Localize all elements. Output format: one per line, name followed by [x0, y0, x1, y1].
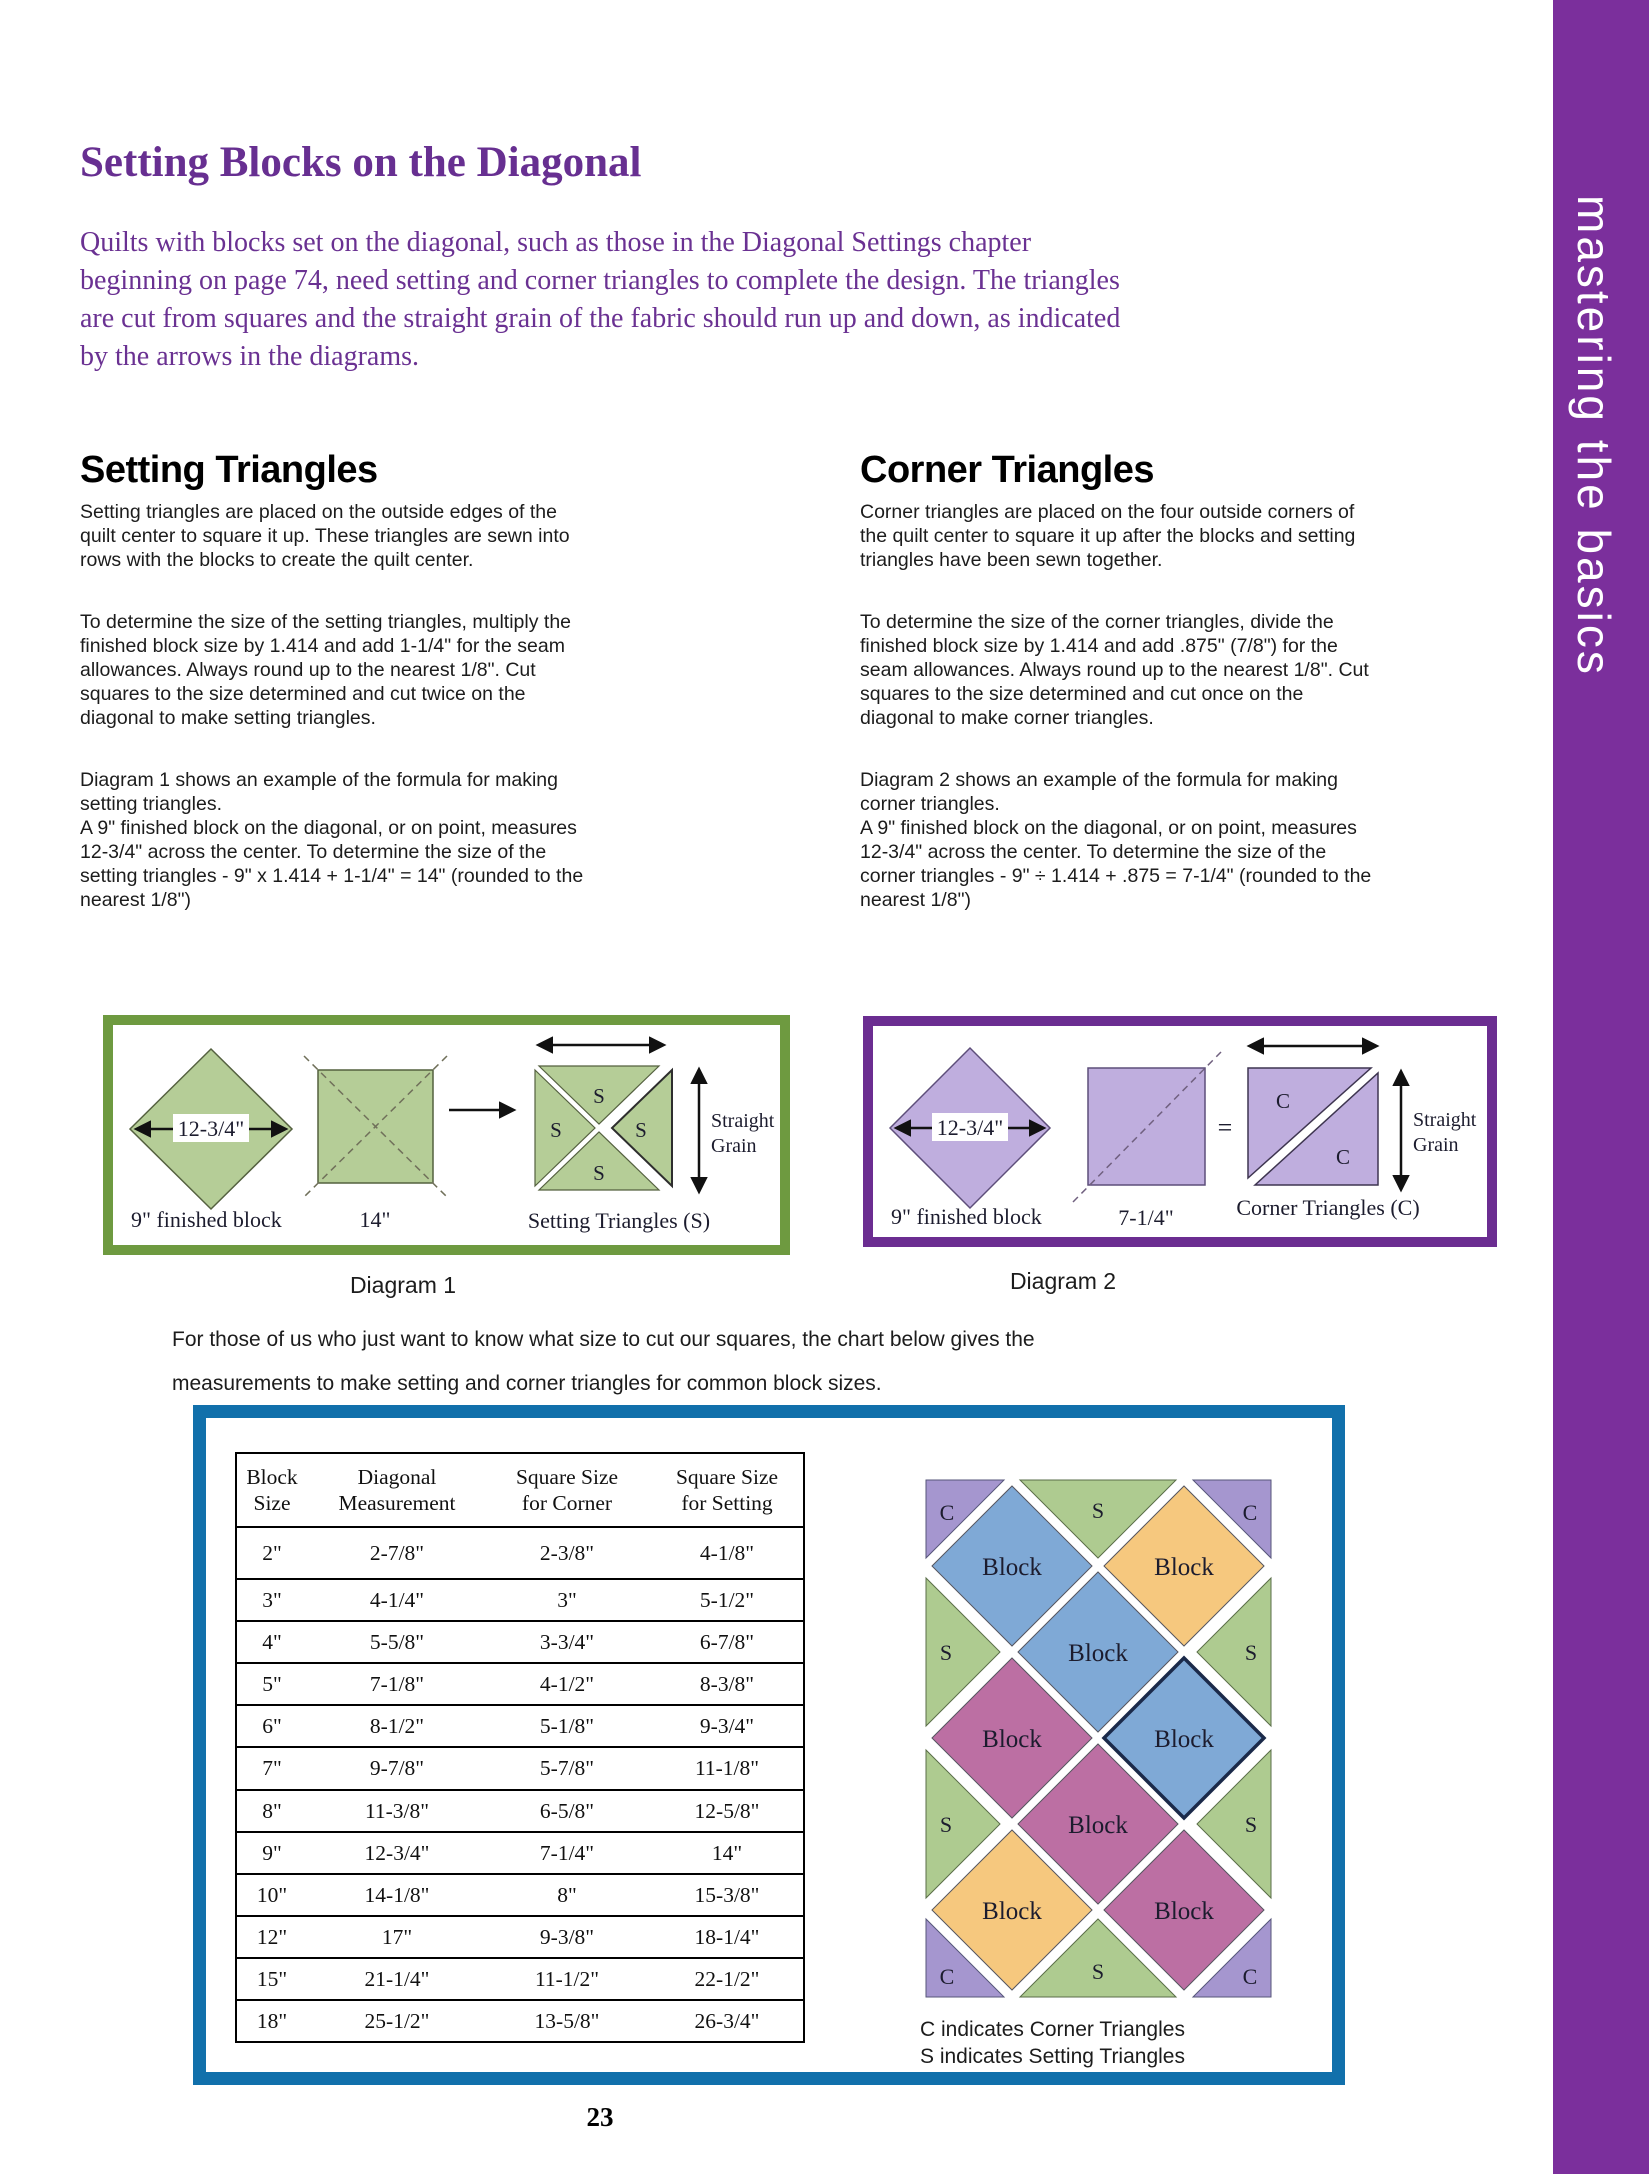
table-cell: 4-1/4" [369, 1588, 425, 1613]
diagram1-figure [113, 1025, 780, 1245]
setting-paragraph-1: Setting triangles are placed on the outside edges of the quilt center to square it up. These triangles are sewn into rows with the blocks to create the quilt center. [80, 501, 570, 571]
straight-grain-label-line2: Grain [1413, 1134, 1459, 1156]
table-row [237, 1748, 803, 1790]
table-cell: 26-3/4" [694, 2008, 760, 2033]
table-cell: 5-1/8" [539, 1714, 595, 1739]
block-label: Block [1154, 1898, 1214, 1925]
figure-caption: Corner Triangles (C) [1236, 1195, 1420, 1220]
corner-paragraph-4: A 9" finished block on the diagonal, or on point, measures 12-3/4" across the center. To determine the size of the corner triangles - 9" ÷ 1.414 + .875 = 7-1/4" (rounded to the nearest 1/8") [860, 817, 1372, 911]
table-cell: 5-5/8" [369, 1630, 425, 1655]
setting-letter: S [939, 1812, 953, 1837]
table-cell: 5" [262, 1672, 282, 1697]
table-cell: 8" [557, 1882, 577, 1907]
triangle-letter: S [593, 1084, 605, 1108]
legend-corner: C indicates Corner Triangles [920, 2018, 1185, 2041]
table-cell: 15" [256, 1966, 288, 1991]
corner-letter: C [1242, 1500, 1258, 1525]
chart-intro [172, 1328, 1292, 1416]
block-label: Block [982, 1898, 1042, 1925]
table-cell: 17" [381, 1924, 413, 1949]
table-row [237, 1528, 803, 1580]
table-cell: 4-1/8" [699, 1541, 755, 1566]
corner-triangles-section [860, 450, 1375, 912]
table-row [237, 1917, 803, 1959]
table-row [237, 1833, 803, 1875]
setting-letter: S [939, 1640, 953, 1665]
page-number: 23 [586, 2102, 614, 2132]
table-row [237, 1959, 803, 2001]
table-cell: 7-1/8" [369, 1672, 425, 1697]
page-title: Setting Blocks on the Diagonal [80, 139, 642, 186]
table-cell: 15-3/8" [694, 1882, 760, 1907]
quilt-legend [920, 2016, 1185, 2070]
table-row [237, 1580, 803, 1622]
table-cell: 3" [262, 1588, 282, 1613]
equals-sign: = [1217, 1113, 1233, 1142]
finished-block-label: 9" finished block [891, 1204, 1042, 1229]
table-cell: 9-7/8" [369, 1756, 425, 1781]
sidebar-label: mastering the basics [1568, 195, 1620, 677]
table-cell: 14-1/8" [364, 1882, 430, 1907]
table-cell: 18" [256, 2008, 288, 2033]
table-cell: 25-1/2" [364, 2008, 430, 2033]
column-header: Diagonal Measurement [338, 1465, 456, 1515]
diagram1-box [103, 1015, 790, 1255]
chart-intro-line1: For those of us who just want to know what size to cut our squares, the chart below gives the [172, 1328, 1035, 1351]
table-cell: 21-1/4" [364, 1966, 430, 1991]
table-cell: 11-1/8" [694, 1756, 760, 1781]
triangle-letter: C [1275, 1089, 1291, 1113]
table-row [237, 1791, 803, 1833]
setting-letter: S [1244, 1812, 1258, 1837]
table-cell: 22-1/2" [694, 1966, 760, 1991]
setting-letter: S [1244, 1640, 1258, 1665]
table-cell: 10" [256, 1882, 288, 1907]
block-label: Block [1154, 1726, 1214, 1753]
table-cell: 2-3/8" [539, 1541, 595, 1566]
corner-triangles-heading: Corner Triangles [860, 449, 1154, 491]
column-header: Square Size for Setting [675, 1465, 779, 1515]
straight-grain-label-line2: Grain [711, 1135, 757, 1157]
table-cell: 5-1/2" [699, 1588, 755, 1613]
block-label: Block [1068, 1640, 1128, 1667]
column-header: Square Size for Corner [515, 1465, 619, 1515]
table-cell: 4-1/2" [539, 1672, 595, 1697]
triangle-letter: S [635, 1118, 647, 1142]
setting-paragraph-2: To determine the size of the setting triangles, multiply the finished block size by 1.414 and add 1-1/4" for the seam allowances. Always round up to the nearest 1/8". Cut squares to the size determined and cut twice on the diagonal to make setting triangles. [80, 611, 572, 729]
table-cell: 3" [557, 1588, 577, 1613]
corner-letter: C [939, 1964, 955, 1989]
setting-triangles-heading: Setting Triangles [80, 449, 378, 491]
block-label: Block [982, 1554, 1042, 1581]
setting-paragraph-3: Diagram 1 shows an example of the formula for making setting triangles. [80, 769, 558, 815]
table-cell: 6-7/8" [699, 1630, 755, 1655]
square-size-label: 7-1/4" [1118, 1205, 1174, 1230]
table-cell: 6-5/8" [539, 1798, 595, 1823]
table-cell: 3-3/4" [539, 1630, 595, 1655]
setting-triangles-section [80, 450, 595, 912]
table-cell: 4" [262, 1630, 282, 1655]
corner-letter: C [1242, 1964, 1258, 1989]
table-cell: 5-7/8" [539, 1756, 595, 1781]
block-label: Block [1154, 1554, 1214, 1581]
triangle-letter: S [550, 1118, 562, 1142]
table-cell: 8-1/2" [369, 1714, 425, 1739]
table-row [237, 1706, 803, 1748]
setting-letter: S [1091, 1498, 1105, 1523]
table-row [237, 1664, 803, 1706]
corner-paragraph-3: Diagram 2 shows an example of the formula for making corner triangles. [860, 769, 1338, 815]
corner-letter: C [939, 1500, 955, 1525]
table-header-row [237, 1454, 803, 1528]
table-cell: 8-3/8" [699, 1672, 755, 1697]
diagram2-figure [873, 1026, 1487, 1237]
table-cell: 12-5/8" [694, 1798, 760, 1823]
table-cell: 12-3/4" [364, 1840, 430, 1865]
table-cell: 12" [256, 1924, 288, 1949]
table-row [237, 2001, 803, 2041]
setting-letter: S [1091, 1959, 1105, 1984]
diagram2-box [863, 1016, 1497, 1247]
setting-triangles-figure [535, 1066, 672, 1190]
table-cell: 7-1/4" [539, 1840, 595, 1865]
table-cell: 6" [262, 1714, 282, 1739]
straight-grain-label-line1: Straight [1413, 1109, 1477, 1131]
table-cell: 9-3/8" [539, 1924, 595, 1949]
square-size-label: 14" [359, 1207, 391, 1232]
corner-paragraph-1: Corner triangles are placed on the four outside corners of the quilt center to square it up after the blocks and setting triangles have been sewn together. [860, 501, 1356, 571]
table-cell: 2" [262, 1541, 282, 1566]
table-cell: 9-3/4" [699, 1714, 755, 1739]
figure-caption: Setting Triangles (S) [527, 1208, 711, 1233]
table-cell: 9" [262, 1840, 282, 1865]
block-label: Block [982, 1726, 1042, 1753]
table-cell: 2-7/8" [369, 1541, 425, 1566]
diagram2-caption: Diagram 2 [1009, 1268, 1117, 1294]
size-table [235, 1452, 805, 2043]
table-cell: 13-5/8" [534, 2008, 600, 2033]
intro-paragraph: Quilts with blocks set on the diagonal, such as those in the Diagonal Settings chapter beginning on page 74, need setting and corner triangles to complete the design. The triangles are cut from squares and the straight grain of the fabric should run up and down, as indicated by the arrows in the diagrams. [80, 227, 1121, 372]
setting-paragraph-4: A 9" finished block on the diagonal, or on point, measures 12-3/4" across the center. To determine the size of the setting triangles - 9" x 1.414 + 1-1/4" = 14" (rounded to the nearest 1/8") [80, 817, 584, 911]
table-cell: 11-3/8" [364, 1798, 430, 1823]
triangle-letter: S [593, 1161, 605, 1185]
table-cell: 8" [262, 1798, 282, 1823]
table-row [237, 1875, 803, 1917]
chart-panel [193, 1405, 1345, 2085]
legend-setting: S indicates Setting Triangles [920, 2045, 1185, 2068]
diagram1-caption: Diagram 1 [349, 1272, 457, 1298]
diagonal-measure-label: 12-3/4" [177, 1116, 245, 1141]
quilt-svg [920, 1472, 1277, 2005]
corner-triangles-figure [1248, 1068, 1378, 1185]
corner-paragraph-2: To determine the size of the corner triangles, divide the finished block size by 1.414 and add .875" (7/8") for the seam allowances. Always round up to the nearest 1/8". Cut squares to the size determined and cut once on the diagonal to make corner triangles. [860, 611, 1369, 729]
chart-intro-line2: measurements to make setting and corner triangles for common block sizes. [172, 1372, 882, 1395]
table-cell: 11-1/2" [534, 1966, 600, 1991]
finished-block-label: 9" finished block [131, 1207, 282, 1232]
diagonal-measure-label: 12-3/4" [936, 1115, 1004, 1140]
cut-square [1088, 1068, 1205, 1185]
table-cell: 14" [711, 1840, 743, 1865]
block-label: Block [1068, 1812, 1128, 1839]
triangle-letter: C [1335, 1145, 1351, 1169]
column-header: Block Size [246, 1465, 298, 1515]
table-row [237, 1622, 803, 1664]
straight-grain-label-line1: Straight [711, 1110, 775, 1132]
table-cell: 18-1/4" [694, 1924, 760, 1949]
table-cell: 7" [262, 1756, 282, 1781]
